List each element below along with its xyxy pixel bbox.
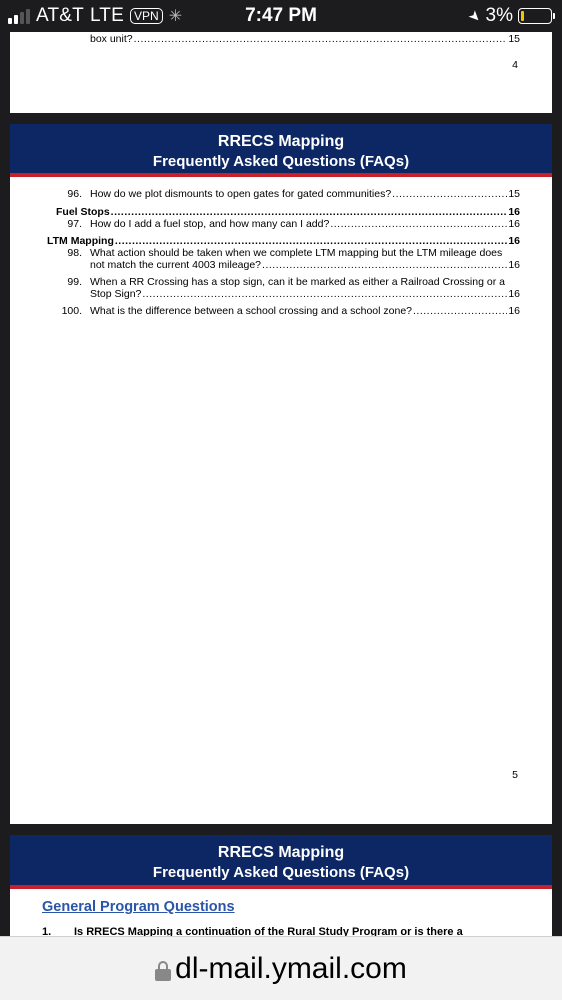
toc-page-number: 16	[508, 288, 520, 300]
toc-entry-text: How do we plot dismounts to open gates for gated communities?	[90, 188, 392, 200]
toc-page-number: 15	[508, 188, 520, 200]
banner-subtitle: Frequently Asked Questions (FAQs)	[152, 864, 410, 881]
toc-entry-96[interactable]	[52, 188, 520, 200]
toc-leader-dots	[392, 188, 507, 200]
vpn-badge: VPN	[130, 8, 163, 24]
battery-icon	[518, 8, 552, 24]
toc-leader-dots	[413, 305, 507, 317]
toc-leader-dots	[262, 259, 507, 271]
toc-entry-tail[interactable]	[90, 33, 520, 45]
toc-number: 98.	[67, 247, 82, 259]
battery-percent: 3%	[485, 5, 513, 26]
page-number: 4	[512, 59, 518, 71]
status-right	[465, 5, 552, 27]
location-arrow-icon: ➤	[465, 5, 485, 26]
toc-leader-dots	[330, 218, 507, 230]
pdf-page-6	[10, 835, 552, 936]
toc-entry-99-line2[interactable]	[90, 288, 520, 300]
page-banner	[10, 835, 552, 889]
toc-page-number: 16	[508, 259, 520, 271]
toc-section-ltm-mapping[interactable]	[47, 235, 520, 247]
toc-page-number: 15	[508, 33, 520, 45]
loading-spinner-icon: ✳	[168, 8, 183, 25]
toc-page-number: 16	[508, 235, 520, 247]
browser-url-bar[interactable]	[0, 936, 562, 1000]
toc-entry-text: box unit?	[90, 33, 133, 45]
status-time: 7:47 PM	[245, 5, 317, 26]
pdf-page-5	[10, 124, 552, 824]
toc-entry-98-line1[interactable]	[52, 247, 502, 259]
carrier-label: AT&T	[36, 5, 84, 26]
toc-number: 99.	[67, 276, 82, 288]
toc-entry-text: How do I add a fuel stop, and how many can I add?	[90, 218, 330, 230]
toc-leader-dots	[115, 235, 507, 247]
page-banner	[10, 124, 552, 177]
toc-leader-dots	[142, 288, 507, 300]
toc-section-label: LTM Mapping	[47, 235, 114, 247]
toc-entry-97[interactable]	[52, 218, 520, 230]
pdf-page-4	[10, 32, 552, 113]
battery-fill	[521, 11, 524, 21]
lock-icon	[155, 961, 171, 981]
toc-page-number: 16	[508, 206, 520, 218]
toc-page-number: 16	[508, 305, 520, 317]
toc-leader-dots	[111, 206, 508, 218]
toc-number: 96.	[67, 188, 82, 200]
section-heading: General Program Questions	[42, 899, 235, 915]
url-text[interactable]: dl-mail.ymail.com	[175, 951, 407, 985]
banner-title: RRECS Mapping	[217, 844, 345, 861]
question-text: Is RRECS Mapping a continuation of the Rural Study Program or is there a	[74, 926, 463, 936]
toc-entry-text: Stop Sign?	[90, 288, 142, 300]
toc-leader-dots	[134, 33, 508, 45]
toc-entry-text: When a RR Crossing has a stop sign, can it be marked as either a Railroad Crossing or a	[90, 276, 505, 288]
network-label: LTE	[89, 5, 124, 26]
toc-entry-text: What action should be taken when we complete LTM mapping but the LTM mileage does	[90, 247, 503, 259]
toc-section-fuel-stops[interactable]	[56, 206, 520, 218]
question-number: 1.	[42, 926, 52, 936]
toc-entry-text: not match the current 4003 mileage?	[90, 259, 262, 271]
status-bar	[0, 0, 562, 32]
toc-number: 97.	[67, 218, 82, 230]
toc-entry-text: What is the difference between a school crossing and a school zone?	[90, 305, 413, 317]
toc-entry-100[interactable]	[52, 305, 520, 317]
faq-question-1	[42, 926, 463, 936]
toc-entry-99-line1[interactable]	[52, 276, 505, 288]
banner-title: RRECS Mapping	[217, 133, 345, 150]
banner-subtitle: Frequently Asked Questions (FAQs)	[152, 153, 410, 170]
toc-entry-98-line2[interactable]	[90, 259, 520, 271]
page-number: 5	[512, 769, 518, 781]
toc-number: 100.	[61, 305, 82, 317]
toc-page-number: 16	[508, 218, 520, 230]
toc-section-label: Fuel Stops	[56, 206, 110, 218]
